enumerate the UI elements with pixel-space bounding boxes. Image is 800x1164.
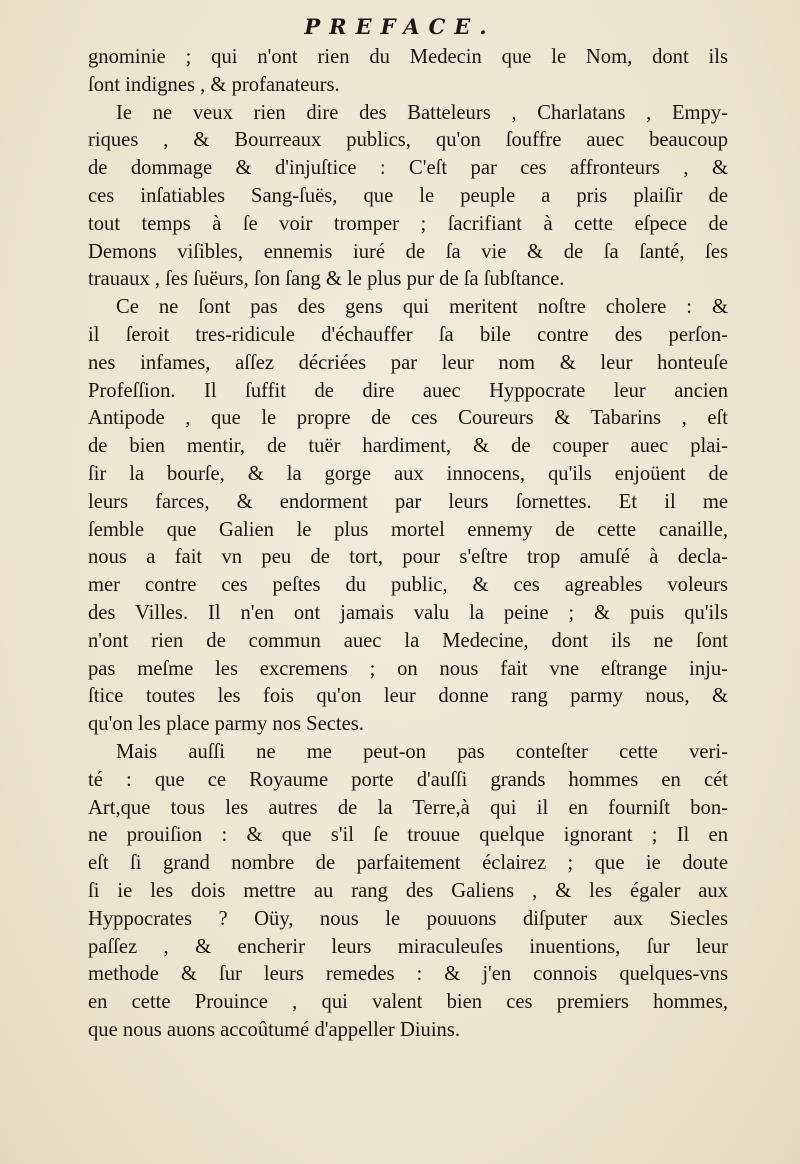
text-line: nes infames, aſſez décriées par leur nom & leur honteuſe [88,351,728,374]
paragraph [88,100,728,295]
text-line: methode & ſur leurs remedes : & j'en connois quelques-vns [88,963,728,986]
text-line: ſemble que Galien le plus mortel ennemy de cette canaille, [88,518,728,541]
text-line: trauaux , ſes ſuëurs, ſon ſang & le plus pur de ſa ſubſtance. [88,268,565,291]
text-line: Hyppocrates ? Oüy, nous le pouuons diſputer aux Siecles [88,907,728,930]
text-line: n'ont rien de commun auec la Medecine, dont ils ne ſont [88,629,728,652]
text-line: Profeſſion. Il ſuffit de dire auec Hyppocrate leur ancien [88,379,728,402]
text-line: mer contre ces peſtes du public, & ces agreables voleurs [88,574,728,597]
text-line: il ſeroit tres-ridicule d'échauffer ſa bile contre des perſon- [88,323,728,346]
paragraph [88,44,728,100]
text-line: Mais auſſi ne me peut-on pas conteſter cette veri- [116,740,728,763]
text-line: ces inſatiables Sang-ſuës, que le peuple a pris plaiſir de [88,184,728,207]
text-line: té : que ce Royaume porte d'auſſi grands hommes en cét [88,768,728,791]
text-line: des Villes. Il n'en ont jamais valu la peine ; & puis qu'ils [88,601,728,624]
text-line: de dommage & d'injuſtice : C'eſt par ces affronteurs , & [88,157,728,180]
text-line: en cette Prouince , qui valent bien ces premiers hommes, [88,991,728,1014]
text-line: Art,que tous les autres de la Terre,à qui il en fourniſt bon- [88,796,728,819]
text-line: paſſez , & encherir leurs miraculeuſes inuentions, ſur leur [88,935,728,958]
paragraph [88,739,728,1045]
text-line: ſtice toutes les fois qu'on leur donne rang parmy nous, & [88,685,728,708]
text-line: ſir la bourſe, & la gorge aux innocens, qu'ils enjoüent de [88,462,728,485]
text-line: pas meſme les excremens ; on nous fait vne eſtrange inju- [88,657,728,680]
text-line: Ie ne veux rien dire des Batteleurs , Charlatans , Empy- [116,101,728,124]
paragraph [88,294,728,739]
text-line: que nous auons accoûtumé d'appeller Diuins. [88,1018,461,1041]
running-header: PREFACE. [304,14,496,39]
text-line: tout temps à ſe voir tromper ; ſacrifiant à cette eſpece de [88,212,728,235]
text-line: de bien mentir, de tuër hardiment, & de couper auec plai- [88,435,728,458]
body-text [88,44,728,1045]
text-line: nous a fait vn peu de tort, pour s'eſtre trop amuſé à decla- [88,546,728,569]
text-line: leurs farces, & endorment par leurs ſornettes. Et il me [88,490,728,513]
text-line: ſi ie les dois mettre au rang des Galiens , & les égaler aux [88,879,728,902]
text-line: qu'on les place parmy nos Sectes. [88,713,364,736]
text-line: ne prouiſion : & que s'il ſe trouue quelque ignorant ; Il en [88,824,728,847]
text-line: ſont indignes , & profanateurs. [88,73,340,96]
text-line: Demons viſibles, ennemis iuré de ſa vie & de ſa ſanté, ſes [88,240,728,263]
text-line: gnominie ; qui n'ont rien du Medecin que le Nom, dont ils [88,46,728,68]
text-line: Ce ne ſont pas des gens qui meritent noſtre cholere : & [116,296,728,319]
text-line: eſt ſi grand nombre de parfaitement éclairez ; que ie doute [88,852,728,875]
text-line: Antipode , que le propre de ces Coureurs & Tabarins , eſt [88,407,728,430]
text-line: riques , & Bourreaux publics, qu'on ſouffre auec beaucoup [88,129,728,152]
